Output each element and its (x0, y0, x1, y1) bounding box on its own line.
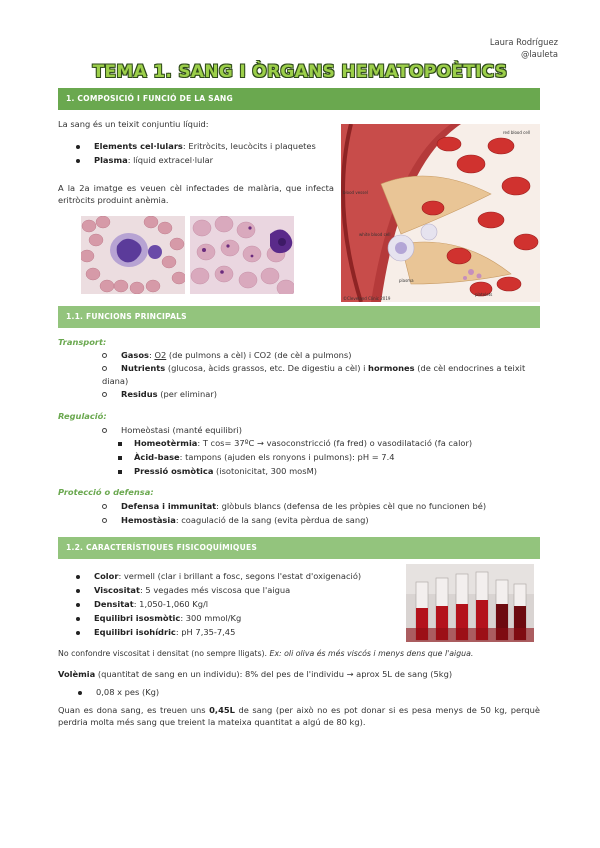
bullet-icon (102, 366, 107, 371)
list-item: Densitat: 1,050-1,060 Kg/l (76, 598, 208, 611)
label-platelets: platelets (475, 292, 493, 297)
bullet-icon (76, 631, 80, 635)
blood-smear-image (81, 216, 185, 294)
bullet-icon (102, 518, 107, 523)
list-item: Equilibri isohídric: pH 7,35-7,45 (76, 626, 235, 639)
bullet-icon (102, 504, 107, 509)
label-red-blood-cell: red blood cell (503, 130, 531, 135)
list-item: Gasos: O2 (de pulmons a cèl) i CO2 (de cèl a pulmons) (102, 349, 542, 362)
label-white-blood-cell: white blood cell (359, 232, 391, 237)
author-block (490, 36, 558, 60)
viscosity-note: No confondre viscositat i densitat (no sempre lligats). Ex: oli oliva és més viscós i menys dens que l'aigua. (58, 649, 474, 658)
author-handle: @lauleta (520, 49, 558, 59)
bullet-icon (102, 428, 107, 433)
list-item: Equilibri isosmòtic: 300 mmol/Kg (76, 612, 241, 625)
label-blood-vessel: blood vessel (343, 190, 368, 195)
list-item: Homeotèrmia: T cos= 37ºC → vasoconstricció (fa fred) o vasodilatació (fa calor) (118, 437, 472, 450)
author-name: Laura Rodríguez (489, 37, 558, 47)
bullet-icon (76, 617, 80, 621)
section-heading-composition: 1. COMPOSICIÓ I FUNCIÓ DE LA SANG (58, 88, 540, 110)
bullet-icon (118, 456, 122, 460)
malaria-note: A la 2a imatge es veuen cèl infectades de malària, que infecta eritròcits produint anèmia. (58, 183, 334, 205)
list-item: Residus (per eliminar) (102, 388, 217, 401)
list-item: 0,08 x pes (Kg) (78, 686, 159, 699)
list-item: Homeòstasi (manté equilibri) (102, 424, 242, 437)
blood-vessel-illustration (341, 124, 540, 302)
list-item: Nutrients (glucosa, àcids grassos, etc. De digestiu a cèl) i hormones (de cèl endocrines a teixit diana) (102, 363, 526, 386)
section-heading-functions: 1.1. FUNCIONS PRINCIPALS (58, 306, 540, 328)
composition-intro: La sang és un teixit conjuntiu líquid: (58, 119, 209, 129)
bullet-icon (102, 353, 107, 358)
heading-proteccio: Protecció o defensa: (58, 487, 154, 497)
page-title: TEMA 1. SANG I ÒRGANS HEMATOPOÈTICS (92, 62, 508, 82)
donation-paragraph: Quan es dona sang, es treuen uns 0,45L de sang (per això no es pot donar si es pesa menys de 50 kg, perquè perdria molta més sang que treient la mateixa quantitat a algú de 80 kg). (58, 705, 541, 727)
bullet-icon (76, 603, 80, 607)
bullet-icon (76, 589, 80, 593)
bullet-icon (76, 145, 80, 149)
heading-transport: Transport: (58, 337, 107, 347)
bullet-icon (78, 691, 82, 695)
list-item: Elements cel·lulars: Eritròcits, leucòcits i plaquetes (76, 140, 316, 153)
label-plasma: plasma (399, 278, 414, 283)
malaria-smear-image (190, 216, 294, 294)
image-copyright: ©Cleveland Clinic 2019 (343, 296, 391, 301)
bullet-icon (102, 392, 107, 397)
list-item: Àcid-base: tampons (ajuden els ronyons i pulmons): pH = 7.4 (118, 451, 394, 464)
list-item: Viscositat: 5 vegades més viscosa que l'aigua (76, 584, 290, 597)
list-item: Defensa i immunitat: glòbuls blancs (defensa de les pròpies cèl que no funcionen bé) (102, 500, 486, 513)
heading-regulacio: Regulació: (58, 411, 107, 421)
bullet-icon (118, 470, 122, 474)
list-item: Plasma: líquid extracel·lular (76, 154, 213, 167)
list-item: Color: vermell (clar i brillant a fosc, segons l'estat d'oxigenació) (76, 570, 361, 583)
bullet-icon (76, 159, 80, 163)
volemia-line: Volèmia (quantitat de sang en un individu): 8% del pes de l'individu → aprox 5L de sang (5kg) (58, 669, 453, 679)
list-item: Pressió osmòtica (isotonicitat, 300 mosM) (118, 465, 317, 478)
bullet-icon (118, 442, 122, 446)
bullet-icon (76, 575, 80, 579)
blood-tubes-photo (406, 564, 534, 642)
section-heading-properties: 1.2. CARACTERÍSTIQUES FISICOQUÍMIQUES (58, 537, 540, 559)
list-item: Hemostàsia: coagulació de la sang (evita pèrdua de sang) (102, 514, 369, 527)
